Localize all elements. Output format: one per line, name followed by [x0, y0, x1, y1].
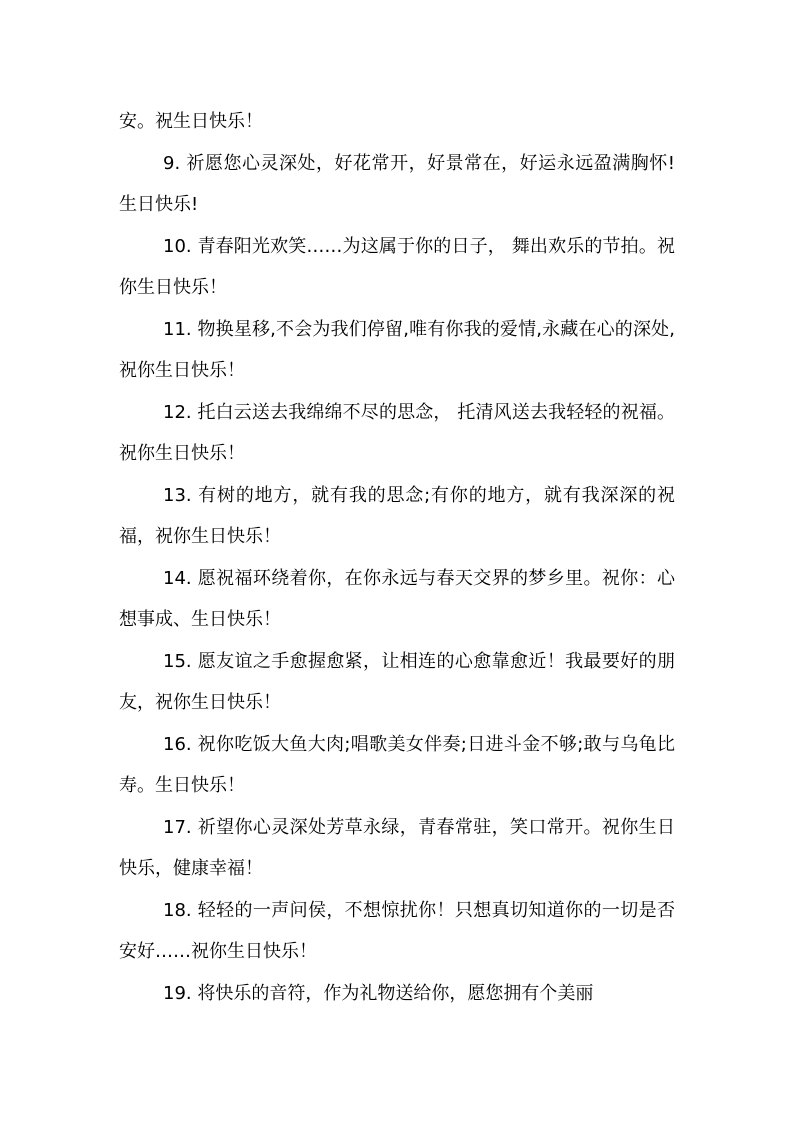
paragraph-wish-17: 17. 祈望你心灵深处芳草永绿，青春常驻，笑口常开。祝你生日快乐，健康幸福！ — [119, 816, 675, 879]
paragraph-wish-12: 12. 托白云送去我绵绵不尽的思念， 托清风送去我轻轻的祝福。祝你生日快乐！ — [119, 401, 675, 464]
paragraph-wish-11: 11. 物换星移,不会为我们停留,唯有你我的爱情,永藏在心的深处,祝你生日快乐！ — [119, 318, 675, 381]
paragraph-wish-13: 13. 有树的地方，就有我的思念;有你的地方，就有我深深的祝福，祝你生日快乐！ — [119, 484, 675, 547]
paragraph-wish-14: 14. 愿祝福环绕着你，在你永远与春天交界的梦乡里。祝你：心想事成、生日快乐！ — [119, 567, 675, 630]
paragraph-continuation: 安。祝生日快乐！ — [119, 111, 263, 132]
document-body — [119, 101, 675, 1014]
paragraph-wish-16: 16. 祝你吃饭大鱼大肉;唱歌美女伴奏;日进斗金不够;敢与乌龟比寿。生日快乐！ — [119, 733, 675, 796]
paragraph-wish-15: 15. 愿友谊之手愈握愈紧，让相连的心愈靠愈近！我最要好的朋友，祝你生日快乐！ — [119, 650, 675, 713]
paragraph-wish-9: 9. 祈愿您心灵深处，好花常开，好景常在，好运永远盈满胸怀!生日快乐! — [119, 152, 675, 215]
paragraph-wish-18: 18. 轻轻的一声问侯，不想惊扰你！只想真切知道你的一切是否安好……祝你生日快乐！ — [119, 899, 675, 962]
paragraph-wish-19: 19. 将快乐的音符，作为礼物送给你，愿您拥有个美丽 — [163, 982, 594, 1004]
paragraph-wish-10: 10. 青春阳光欢笑……为这属于你的日子， 舞出欢乐的节拍。祝你生日快乐！ — [119, 235, 675, 298]
